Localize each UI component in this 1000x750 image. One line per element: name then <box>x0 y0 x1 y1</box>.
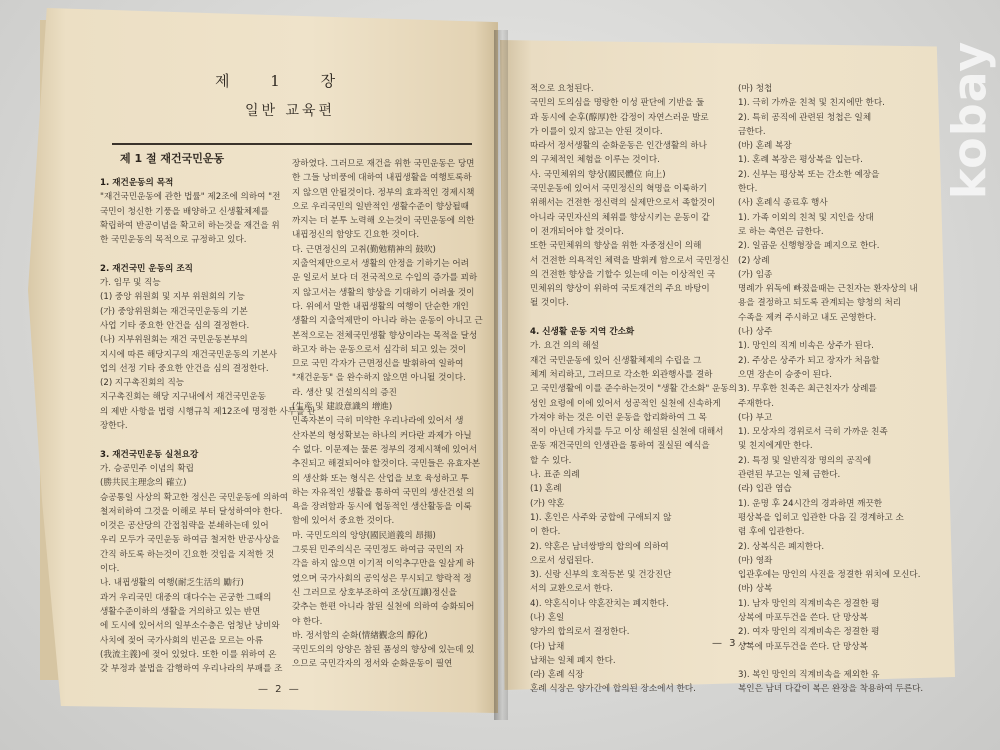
text-line: 2). 약혼은 남녀쌍방의 합의에 의하여 <box>530 541 669 552</box>
text-line: 1). 망인의 직계 비속은 상주가 된다. <box>738 341 874 352</box>
text-line: 한다. <box>738 184 758 195</box>
text-line: 체계 처리하고, 그러므로 각소한 외관행사를 결하 <box>530 369 713 380</box>
text-line: 가 이를이 있지 않고는 안된 것이다. <box>530 126 663 137</box>
text-line: 2. 재건국민 운동의 조직 <box>100 263 193 274</box>
text-line: 이 전개되어야 할 것이다. <box>530 226 624 237</box>
text-line: 따라서 정서생활의 순화운동은 인간생활의 하나 <box>530 141 707 152</box>
text-line: 가. 요건 의의 해설 <box>530 341 600 352</box>
text-line: 사치에 젖어 국가사회의 빈곤을 모르는 아류 <box>100 635 264 646</box>
text-line: 2). 여자 망인의 직계비속은 정결한 평 <box>738 627 880 638</box>
text-line: 재건 국민운동에 있어 신생활체제의 수립을 그 <box>530 355 702 366</box>
text-line: 지 않으면 안될것이다. 정부의 효과적인 경제시책 <box>292 187 475 198</box>
text-line: (다) 부고 <box>738 412 773 423</box>
text-line: 확립하여 반공이념을 확고히 하는것을 재건을 위 <box>100 220 280 231</box>
text-line: 신 그러므로 상호부조하여 조상(互讓)정신을 <box>292 587 457 598</box>
text-line: 복인은 남녀 다같이 복은 완장을 착용하여 두른다. <box>738 684 924 695</box>
text-line <box>100 247 315 261</box>
text-line: (生産 및 建設意識의 增進) <box>292 402 393 413</box>
text-line: 1). 남자 망인의 직계비속은 정결한 평 <box>738 598 880 609</box>
text-line: 므로 국민 각자가 근면정신을 발휘하여 일하여 <box>292 359 464 370</box>
text-line: 의 건전한 향상을 기할수 있는데 이는 이상적인 국 <box>530 269 716 280</box>
text-line: 과 동시에 순후(醇厚)한 감정이 자연스러운 발로 <box>530 112 709 123</box>
text-line: (나) 혼일 <box>530 612 565 623</box>
text-line: (라) 혼례 식장 <box>530 670 584 681</box>
text-line: 한 국민운동의 목적으로 규정하고 있다. <box>100 235 247 246</box>
text-line: 3. 재건국민운동 실천요강 <box>100 449 199 460</box>
text-line: 적이 아닌데 가치를 두고 이상 해설된 실천에 대해서 <box>530 427 724 438</box>
text-line: 운 일로서 보다 더 전국적으로 수입의 증가를 꾀하 <box>292 273 478 284</box>
text-line: (勝共民主理念의 確立) <box>100 478 187 489</box>
text-line: 국민운동에 있어서 국민정신의 혁명을 이룩하기 <box>530 184 707 195</box>
text-line: 철저히하여 그것을 이해로 부터 달성하여야 한다. <box>100 506 283 517</box>
text-line: (바) 상복 <box>738 584 773 595</box>
text-line <box>100 433 315 447</box>
text-line: 상복에 마포두건을 쓴다. 단 망상복 <box>738 641 868 652</box>
text-line: 나. 내핍생활의 여행(耐乏生活의 勵行) <box>100 578 244 589</box>
text-line: 평상복을 입히고 입관한 다음 길 경계하고 소 <box>738 512 904 523</box>
text-line: 2). 상복식은 폐지한다. <box>738 541 825 552</box>
text-line: 될 것이다. <box>530 298 569 309</box>
text-line: 민족자본이 극히 미약한 우리나라에 있어서 생 <box>292 416 464 427</box>
text-line: 가져야 하는 것은 이런 운동을 합리화하여 그 목 <box>530 412 707 423</box>
text-line: 국민이 청신한 기풍을 배양하고 신생활체제를 <box>100 206 269 217</box>
text-line: 고 국민생활에 이를 준수하는것이 "생활 간소화" 운동의 <box>530 384 737 395</box>
text-line: (라) 입관 염습 <box>738 484 792 495</box>
text-line: 한 그들 낭비풍에 대하여 내핍생활을 여행토록하 <box>292 173 472 184</box>
text-line: 가. 승공민주 이념의 확립 <box>100 463 194 474</box>
text-line: 4. 신생활 운동 지역 간소화 <box>530 327 635 338</box>
text-line: 하고자 하는 운동으로서 심각히 되고 있는 것이 <box>292 344 467 355</box>
watermark-logo: kobay <box>942 40 996 200</box>
left-page-number: — 2 — <box>258 684 301 695</box>
left-column-2 <box>292 157 483 672</box>
right-column-2 <box>738 82 923 697</box>
text-line: 2). 특히 공직에 관련된 청첩은 일체 <box>738 112 872 123</box>
text-line: 민체위의 향상이 위하여 국토재건의 주요 바탕이 <box>530 284 710 295</box>
text-line: 다. 근면정신의 고취(勤勉精神의 鼓吹) <box>292 244 436 255</box>
text-line: 산자본의 형성확보는 하나의 커다란 과제가 아닐 <box>292 430 472 441</box>
text-line: 1). 가족 이외의 친척 및 지인을 상대 <box>738 212 874 223</box>
text-line: 가. 임무 및 직능 <box>100 278 161 289</box>
text-line: 1. 재건운동의 목적 <box>100 178 174 188</box>
text-line: 이것은 공산당의 간접침략을 분쇄하는데 있어 <box>100 521 269 532</box>
text-line: 욕을 장려함과 동시에 협동적인 생산활동을 이룩 <box>292 502 472 513</box>
text-line: 성인 요령에 이에 있어서 성공적인 실천에 신속하게 <box>530 398 721 409</box>
text-line: 명례가 위독에 빠졌을때는 근친자는 환자상의 내 <box>738 284 918 295</box>
text-line: 으로 우리국민의 일반적인 생활수준이 향상될때 <box>292 201 469 212</box>
text-line: 의 구체적인 체험을 이루는 것이다. <box>530 155 660 166</box>
text-line: 하는 자유적인 생활을 통하여 국민의 생산건설 의 <box>292 487 475 498</box>
text-line: 의 제반 사항을 법령 시행규칙 제12조에 명정한 사무를 관 <box>100 406 316 417</box>
text-line: 적으로 요청된다. <box>530 84 594 94</box>
text-line: 렴 후에 입관한다. <box>738 527 805 538</box>
text-line: 장한다. <box>100 421 128 432</box>
text-line: 바. 정서함의 순화(情緖觀念의 醇化) <box>292 630 428 641</box>
text-line: (我流主義)에 젖어 있었다. 또한 이를 위하여 온 <box>100 649 277 660</box>
section-heading: 제 1 절 재건국민운동 <box>120 152 225 165</box>
text-line: 사업 기타 중요한 안건을 심의 결정한다. <box>100 320 250 331</box>
text-line: 또한 국민체위의 향상을 위한 자중정신이 의해 <box>530 241 702 252</box>
text-line: 2). 일곱운 신행형장을 폐지으로 한다. <box>738 241 880 252</box>
text-line: 상복에 마포두건을 쓴다. 단 망상복 <box>738 612 868 623</box>
text-line: 3). 신랑 신부의 호적등본 및 건강진단 <box>530 570 672 581</box>
text-line: 이다. <box>100 564 120 575</box>
text-line: 할 수 있다. <box>530 455 572 466</box>
text-line: 1). 혼례 복장은 평상복을 입는다. <box>738 155 863 166</box>
text-line: 야 한다. <box>292 616 323 627</box>
text-line: 그릇된 민주의식은 국민정도 하여금 국민의 자 <box>292 545 464 556</box>
text-line: 국민도의의 앙양은 참된 품성의 향상에 있는데 있 <box>292 645 475 656</box>
text-line: (바) 혼례 복장 <box>738 141 792 152</box>
text-line: 지출억제만으로서 생활의 안정을 기하기는 어려 <box>292 259 469 270</box>
text-line: 및 친지에게만 한다. <box>738 441 813 452</box>
text-line: 위해서는 건전한 정신력의 실제만으로서 족할것이 <box>530 198 716 209</box>
text-line: 나. 표준 의례 <box>530 470 580 481</box>
text-line: 관련된 부고는 일체 금한다. <box>738 470 841 481</box>
text-line: 1). 모상자의 경위로서 극히 가까운 친족 <box>738 427 888 438</box>
text-line: (2) 지구촉진회의 직능 <box>100 378 185 389</box>
book-spine <box>494 30 508 720</box>
text-line: 용을 결정하고 되도록 관계되는 향청의 처리 <box>738 298 902 309</box>
text-line: 4). 약혼식이나 약혼잔치는 폐지한다. <box>530 598 669 609</box>
text-line: 내핍정신의 함양도 긴요한 것이다. <box>292 230 420 241</box>
text-line: (마) 영좌 <box>738 555 773 566</box>
text-line: 에 도시에 있어서의 일부소수층은 엄청난 낭비와 <box>100 621 280 632</box>
text-line: 3). 복인 망인의 직계비속을 제외한 유 <box>738 670 880 681</box>
text-line: 으므로 국민각자의 정서와 순화운동이 필연 <box>292 659 453 670</box>
text-line: 갖 부정과 불법을 감행하여 우리나라의 부패를 조 <box>100 664 283 675</box>
text-line: 서의 교환으로서 한다. <box>530 584 613 595</box>
text-line: 간직 하도록 하는것이 긴요한 것임을 지적한 것 <box>100 549 275 560</box>
text-line: 아니라 국민자신의 체위를 향상시키는 운동이 같 <box>530 212 710 223</box>
text-line: (2) 상례 <box>738 255 770 266</box>
text-line: (사) 혼례식 종료후 행사 <box>738 198 828 209</box>
text-line: 2). 신부는 평상복 또는 간소한 예장을 <box>738 169 880 180</box>
text-line: 2). 주상은 상주가 되고 장자가 처음할 <box>738 355 880 366</box>
text-line: 마. 국민도의의 앙양(國民道義의 昂揚) <box>292 530 436 541</box>
text-line: 혼례 식장은 양가간에 합의된 장소에서 한다. <box>530 684 696 695</box>
text-line: 국민의 도의심을 명랑한 이성 판단에 기반을 둘 <box>530 98 705 109</box>
text-line: 이 한다. <box>530 527 561 538</box>
text-line: (나) 지부위원회는 재건 국민운동본부의 <box>100 335 248 346</box>
text-line: (1) 혼례 <box>530 484 562 495</box>
text-line: 3). 무후한 친족은 최근친자가 상례를 <box>738 384 877 395</box>
text-line: 입관후에는 망인의 사진을 정결한 위치에 모신다. <box>738 570 921 581</box>
text-line: 1). 운명 후 24시간의 경과하면 깨끗한 <box>738 498 883 509</box>
text-line: 생활수준이하의 생활을 거의하고 있는 반면 <box>100 606 261 617</box>
text-line: 양가의 합의로서 결정한다. <box>530 627 630 638</box>
text-line: 다. 위에서 말한 내핍생활의 여행이 단순한 개인 <box>292 301 469 312</box>
text-line: 수족을 제켜 주시하고 내도 곤영한다. <box>738 312 877 323</box>
text-line: (마) 청첩 <box>738 84 773 94</box>
text-line: 주재한다. <box>738 398 774 409</box>
text-line: 과거 우리국민 대중의 대다수는 곤궁한 그때의 <box>100 592 272 603</box>
left-column-1 <box>100 176 315 676</box>
text-line: 였으며 국가사회의 공익성은 무시되고 향락적 정 <box>292 573 472 584</box>
text-line: (다) 납채 <box>530 641 565 652</box>
text-line: "재건운동" 을 완수하지 않으면 아니될 것이다. <box>292 373 466 384</box>
text-line: 라. 생산 및 건설의식의 증진 <box>292 387 397 398</box>
text-line <box>530 311 737 325</box>
text-line: 서 건전한 의욕적인 체력을 발휘케 함으로서 국민정신 <box>530 255 730 266</box>
text-line: 1). 혼인은 사주와 궁합에 구애되지 않 <box>530 512 672 523</box>
text-line: "재건국민운동에 관한 법률" 제2조에 의하여 "전 <box>100 192 281 203</box>
text-line: (나) 상주 <box>738 327 773 338</box>
text-line: 납채는 일체 폐지 한다. <box>530 655 616 666</box>
text-line: 지시에 따른 해당지구의 재건국민운동의 기본사 <box>100 349 277 360</box>
text-line: 본적으로는 전체국민생활 향상이라는 목적을 달성 <box>292 330 478 341</box>
text-line: 지 않고서는 생활의 향상을 기대하기 어려울 것이 <box>292 287 475 298</box>
text-line: 생활의 지출억제만이 아니라 하는 운동이 아니고 근 <box>292 316 483 327</box>
text-line: 의 생산화 또는 형식은 산업을 보호 육성하고 투 <box>292 473 469 484</box>
text-line <box>738 654 923 668</box>
text-line: (가) 중앙위원회는 재건국민운동의 기본 <box>100 306 248 317</box>
text-line: 각을 하지 않으면 이기적 이익추구만을 일삼게 하 <box>292 559 475 570</box>
chapter-subtitle: 일반 교육편 <box>245 103 336 119</box>
text-line: 으로서 성립된다. <box>530 555 594 566</box>
text-line: (가) 약혼 <box>530 498 565 509</box>
text-line: 사. 국민체위의 향상(國民體位 向上) <box>530 169 666 180</box>
text-line: 1). 극히 가까운 친척 및 친지에만 한다. <box>738 98 885 109</box>
right-column-1 <box>530 82 737 697</box>
text-line: 수 없다. 이문제는 물론 정부의 경제시책에 있어서 <box>292 444 478 455</box>
text-line: 2). 특정 및 일반직장 명의의 공직에 <box>738 455 872 466</box>
chapter-title: 제 1 장 <box>215 72 354 90</box>
text-line: 장하였다. 그러므로 재건을 위한 국민운동은 당면 <box>292 159 475 169</box>
text-line: 갖추는 한편 아니라 참된 실천에 의하여 승화되어 <box>292 602 475 613</box>
text-line: 승공통일 사상의 확고한 정신은 국민운동에 의하여 <box>100 492 288 503</box>
text-line: 으면 장손이 승중이 된다. <box>738 369 832 380</box>
text-line: 까지는 더 분투 노력해 오는것이 국민운동에 의한 <box>292 216 475 227</box>
text-line: 지구촉진회는 해당 지구내에서 재건국민운동 <box>100 392 266 403</box>
text-line: 함에 있어서 중요한 것이다. <box>292 516 395 527</box>
text-line: (가) 임종 <box>738 269 773 280</box>
text-line: 업의 선정 기타 중요한 안건을 심의 결정한다. <box>100 363 269 374</box>
text-line: 우리 모두가 국민운동 하여금 철저한 반공사상을 <box>100 535 280 546</box>
text-line: (1) 중앙 위원회 및 지부 위원회의 기능 <box>100 292 245 303</box>
text-line: 추진되고 해결되어야 할것이다. 국민들은 유효자본 <box>292 459 480 470</box>
text-line: 운동 재건국민의 인생관을 통하여 질실된 예식을 <box>530 441 710 452</box>
right-page-number: — 3 — <box>712 638 755 649</box>
text-line: 금한다. <box>738 126 766 137</box>
text-line: 로 하는 축연은 금한다. <box>738 226 824 237</box>
title-rule <box>112 143 472 145</box>
